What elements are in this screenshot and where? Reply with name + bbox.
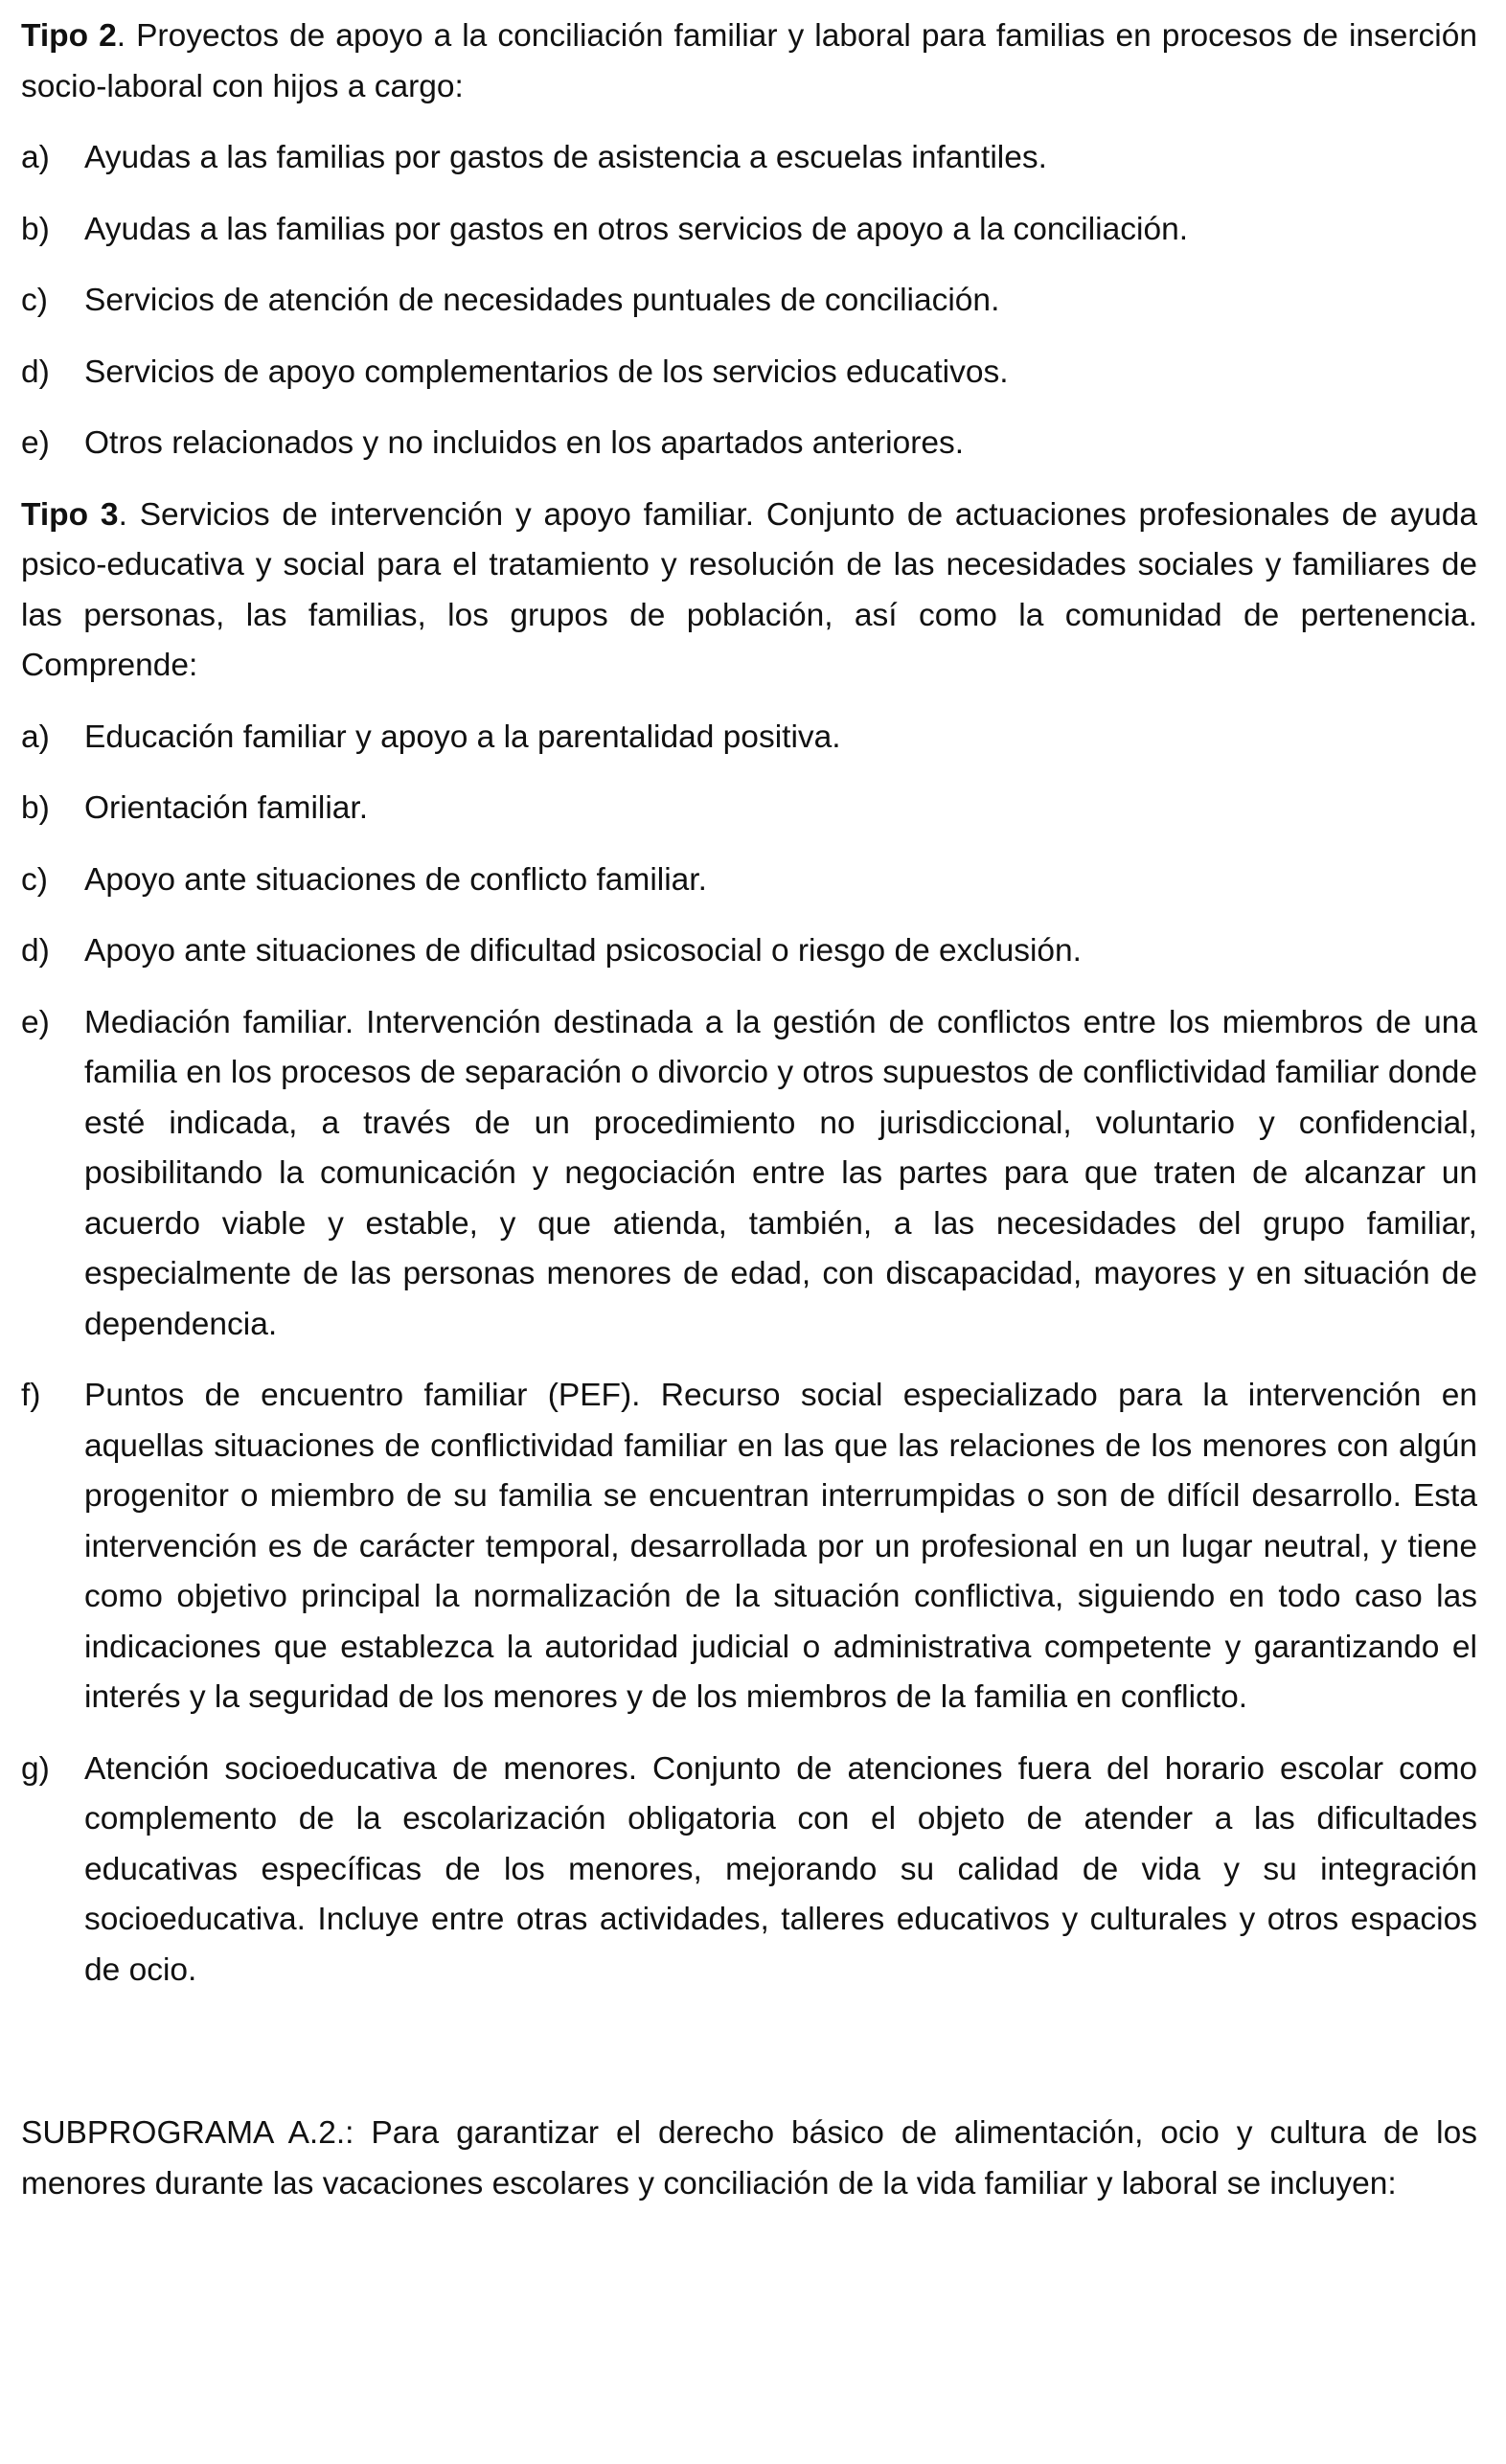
tipo3-paragraph — [21, 491, 1477, 692]
list-item — [21, 348, 1477, 399]
list-item — [21, 1745, 1477, 1996]
list-marker: b) — [21, 211, 50, 247]
tipo3-label: Tipo 3 — [21, 496, 119, 533]
list-item-text: Ayudas a las familias por gastos de asistencia a escuelas infantiles. — [84, 140, 1047, 175]
tipo3-text: . Servicios de intervención y apoyo familiar. Conjunto de actuaciones profesionales de ayuda psico-educativa y social para el tratamiento y resolución de las necesidades sociales y familiares de las personas, las familias, los grupos de población, así como la comunidad de pertenencia. Comprende: — [21, 496, 1478, 683]
list-item — [21, 419, 1477, 469]
list-item-text: Mediación familiar. Intervención destinada a la gestión de conflictos entre los miembros de una familia en los procesos de separación o divorcio y otros supuestos de conflictividad familiar donde esté indicada, a través de un procedimiento no jurisdiccional, voluntario y confidencial, posibilitando la comunicación y negociación entre las partes para que traten de alcanzar un acuerdo viable y estable, y que atienda, también, a las necesidades del grupo familiar, especialmente de las personas menores de edad, con discapacidad, mayores y en situación de dependencia. — [84, 1004, 1477, 1342]
tipo2-paragraph — [21, 11, 1477, 112]
list-item — [21, 133, 1477, 184]
tipo2-text: . Proyectos de apoyo a la conciliación familiar y laboral para familias en procesos de inserción socio-laboral con hijos a cargo: — [21, 18, 1478, 104]
subprograma-paragraph: SUBPROGRAMA A.2.: Para garantizar el derecho básico de alimentación, ocio y cultura de los menores durante las vacaciones escolares y conciliación de la vida familiar y laboral se incluyen: — [21, 2115, 1477, 2202]
list-marker: e) — [21, 1004, 50, 1040]
list-item-text: Educación familiar y apoyo a la parentalidad positiva. — [84, 719, 841, 755]
list-marker: d) — [21, 933, 50, 969]
list-item — [21, 926, 1477, 977]
list-item-text: Apoyo ante situaciones de dificultad psicosocial o riesgo de exclusión. — [84, 933, 1082, 969]
list-item-text: Servicios de atención de necesidades puntuales de conciliación. — [84, 283, 1000, 318]
list-item-text: Otros relacionados y no incluidos en los apartados anteriores. — [84, 425, 965, 461]
list-item — [21, 784, 1477, 834]
list-item — [21, 205, 1477, 256]
list-marker: e) — [21, 425, 50, 461]
list-marker: d) — [21, 354, 50, 390]
list-item — [21, 998, 1477, 1351]
spacer — [21, 692, 1477, 713]
list-item-text: Orientación familiar. — [84, 790, 369, 826]
list-marker: a) — [21, 719, 50, 755]
list-marker: a) — [21, 140, 50, 175]
spacer — [21, 2017, 1477, 2109]
document-page — [21, 11, 1477, 2209]
list-marker: b) — [21, 790, 50, 826]
list-item — [21, 856, 1477, 906]
list-item-text: Servicios de apoyo complementarios de los servicios educativos. — [84, 354, 1009, 390]
list-item-text: Atención socioeducativa de menores. Conjunto de atenciones fuera del horario escolar como complemento de la escolarización obligatoria con el objeto de atender a las dificultades educativas específicas de los menores, mejorando su calidad de vida y su integración socioeducativa. Incluye entre otras actividades, talleres educativos y culturales y otros espacios de ocio. — [84, 1750, 1477, 1988]
list-item — [21, 1371, 1477, 1723]
list-item-text: Puntos de encuentro familiar (PEF). Recurso social especializado para la intervención en aquellas situaciones de conflictividad familiar en las que las relaciones de los menores con algún progenitor o miembro de su familia se encuentran interrumpidas o son de difícil desarrollo. Esta intervención es de carácter temporal, desarrollada por un profesional en un lugar neutral, y tiene como objetivo principal la normalización de la situación conflictiva, siguiendo en todo caso las indicaciones que establezca la autoridad judicial o administrativa competente y garantizando el interés y la seguridad de los menores y de los miembros de la familia en conflicto. — [84, 1378, 1477, 1715]
tipo2-list — [21, 133, 1477, 469]
list-marker: c) — [21, 283, 48, 318]
tipo2-label: Tipo 2 — [21, 18, 117, 54]
spacer — [21, 112, 1477, 133]
list-item — [21, 713, 1477, 764]
list-item — [21, 276, 1477, 327]
list-marker: c) — [21, 861, 48, 898]
list-item-text: Ayudas a las familias por gastos en otros servicios de apoyo a la conciliación. — [84, 211, 1189, 247]
list-marker: g) — [21, 1750, 50, 1787]
list-marker: f) — [21, 1378, 41, 1413]
list-item-text: Apoyo ante situaciones de conflicto familiar. — [84, 861, 707, 898]
tipo3-list — [21, 713, 1477, 1996]
